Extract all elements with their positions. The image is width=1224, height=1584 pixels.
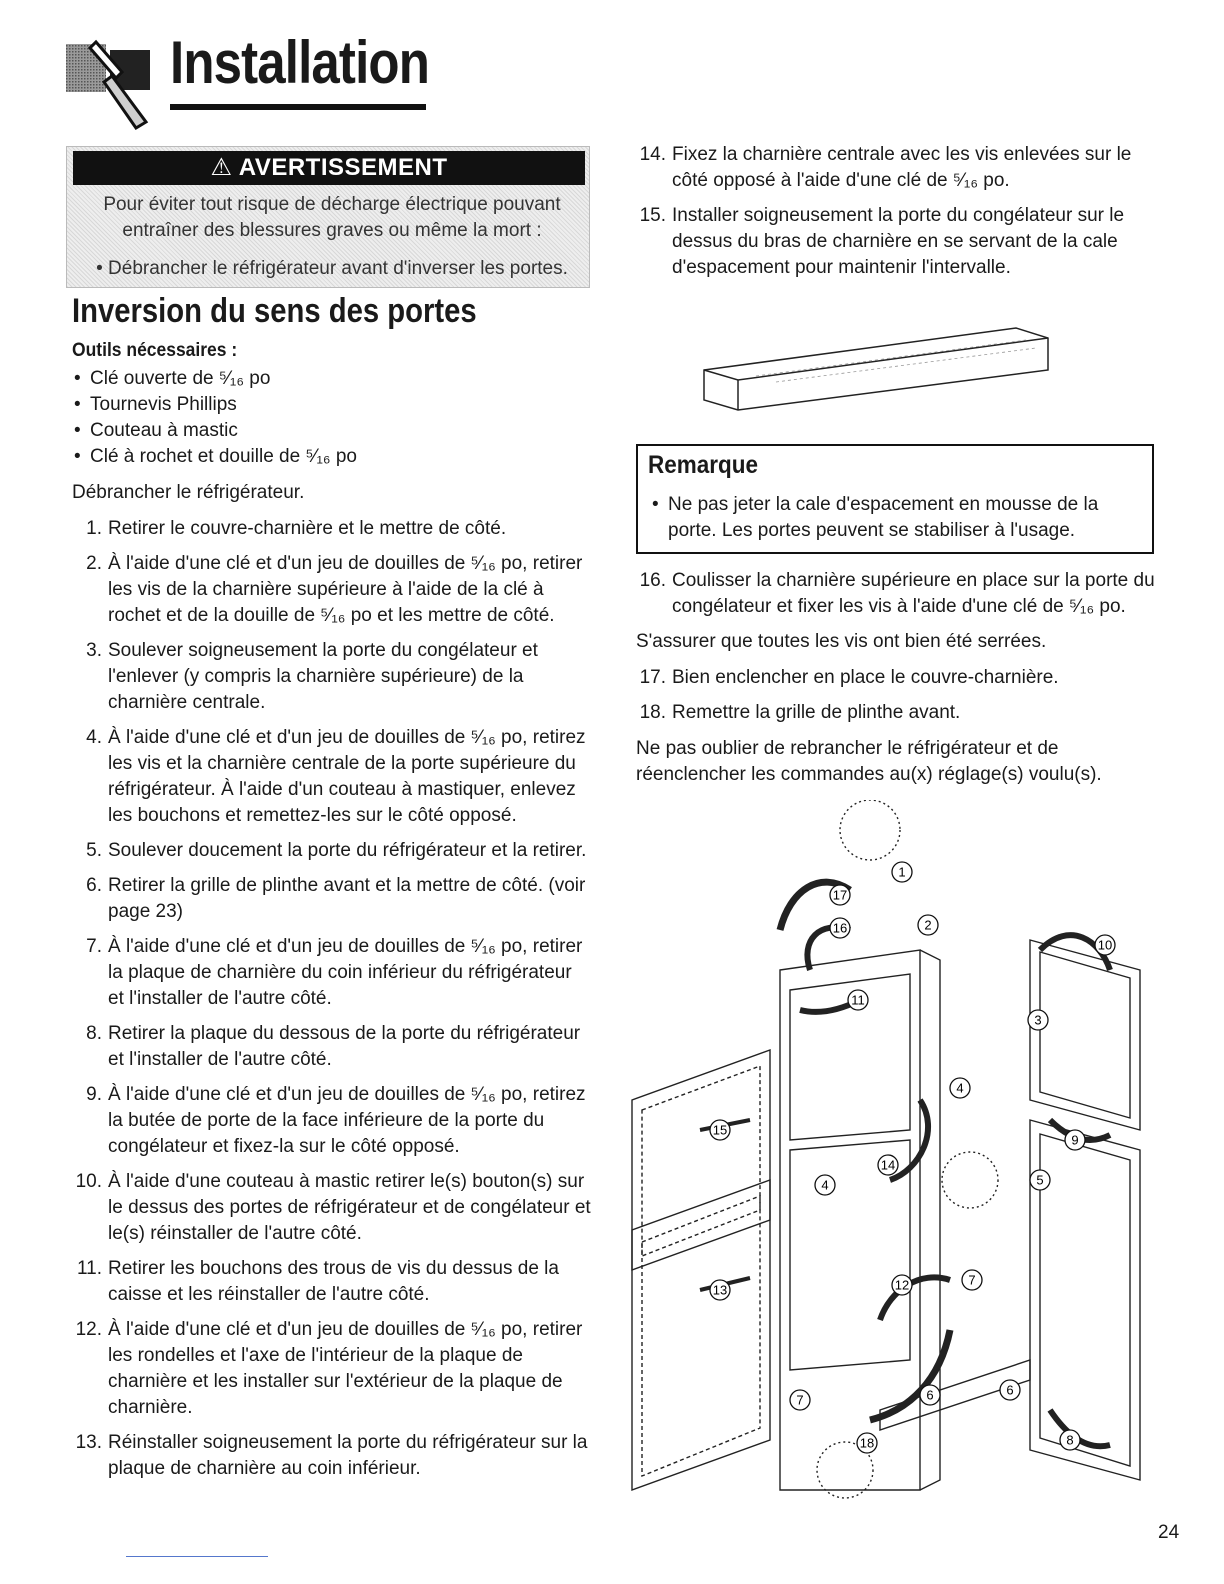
step-item	[72, 1430, 592, 1482]
warning-line: • Débrancher le réfrigérateur avant d'inverser les portes.	[96, 258, 568, 279]
step-number: 5.	[86, 840, 102, 861]
steps-list	[72, 516, 592, 1482]
step-item	[72, 934, 592, 1012]
callout-label: 14	[880, 1157, 896, 1173]
callout-label: 5	[1036, 1172, 1044, 1188]
step-text: Coulisser la charnière supérieure en place sur la porte du congélateur et fixer les vis à l'aide d'une clé de ⁵⁄₁₆ po.	[672, 570, 1155, 617]
tools-list	[72, 366, 592, 470]
step-item	[636, 203, 1166, 281]
step-text: Installer soigneusement la porte du congélateur sur le dessus du bras de charnière en se servant de la cale d'espacement pour maintenir l'intervalle.	[672, 205, 1125, 278]
step-item	[72, 516, 592, 542]
tool-item: • Clé ouverte de ⁵⁄₁₆ po	[72, 366, 592, 392]
callout-label: 11	[851, 992, 865, 1008]
steps-list	[636, 665, 1166, 726]
step-text: À l'aide d'une clé et d'un jeu de douilles de ⁵⁄₁₆ po, retirez les vis et la charnière centrale de la porte supérieure du réfrigérateur. À l'aide d'un couteau à mastiquer, enlevez les bouchons et remettez-les sur le côté opposé.	[108, 727, 586, 826]
note-text: • Ne pas jeter la cale d'espacement en mousse de la porte. Les portes peuvent se stabiliser à l'usage.	[648, 492, 1142, 544]
callout-label: 15	[712, 1122, 728, 1138]
warning-title: AVERTISSEMENT	[238, 154, 448, 181]
step-item	[72, 1021, 592, 1073]
step-text: Retirer la grille de plinthe avant et la mettre de côté. (voir page 23)	[108, 875, 586, 922]
callout-label: 13	[712, 1282, 728, 1298]
step-text: Remettre la grille de plinthe avant.	[672, 702, 961, 723]
step-text: Retirer la plaque du dessous de la porte du réfrigérateur et l'installer de l'autre côté.	[108, 1023, 581, 1070]
step-item	[72, 1317, 592, 1421]
steps-list	[636, 142, 1166, 281]
door-reversal-diagram	[620, 800, 1160, 1500]
step-number: 2.	[86, 553, 102, 574]
step-number: 9.	[86, 1084, 102, 1105]
step-item	[72, 725, 592, 829]
step-item	[636, 142, 1166, 194]
warning-triangle-icon: ⚠	[210, 154, 239, 181]
title-underline	[170, 104, 426, 110]
callout-label: 10	[1097, 937, 1113, 953]
tools-title: Outils nécessaires :	[72, 340, 238, 361]
intro-text: Débrancher le réfrigérateur.	[72, 482, 305, 503]
step-text: Réinstaller soigneusement la porte du réfrigérateur sur la plaque de charnière au coin inférieur.	[108, 1432, 588, 1479]
callout-label: 6	[1006, 1382, 1014, 1398]
callout-label: 9	[1071, 1132, 1079, 1148]
screw-detail	[840, 800, 900, 860]
step-number: 15.	[639, 205, 666, 226]
screw-detail	[942, 1152, 998, 1208]
page-title: Installation	[170, 29, 429, 96]
warning-box	[66, 146, 590, 288]
step-item	[636, 665, 1166, 691]
callout-label: 6	[926, 1387, 934, 1403]
step-text: Bien enclencher en place le couvre-charnière.	[672, 667, 1059, 688]
callout-label: 4	[956, 1080, 964, 1096]
step-number: 13.	[75, 1432, 102, 1453]
wrench-icon	[66, 36, 162, 132]
right-column	[636, 142, 1166, 788]
step-text: À l'aide d'une couteau à mastic retirer le(s) bouton(s) sur le dessus des portes de réfrigérateur et de congélateur et le(s) réinstaller de l'autre côté.	[108, 1171, 591, 1244]
step-text: Soulever doucement la porte du réfrigérateur et la retirer.	[108, 840, 587, 861]
warning-header	[73, 151, 585, 185]
warning-line: Pour éviter tout risque de décharge électrique pouvant	[103, 194, 561, 215]
freezer-door-left	[632, 1050, 770, 1270]
note-title: Remarque	[648, 451, 759, 479]
step-number: 16.	[639, 570, 666, 591]
check-text: S'assurer que toutes les vis ont bien été serrées.	[636, 631, 1047, 652]
step-item	[72, 551, 592, 629]
footer-rule	[126, 1556, 268, 1557]
foam-spacer-illustration	[696, 310, 1056, 420]
step-item	[72, 1082, 592, 1160]
note-box	[636, 444, 1154, 554]
fridge-door-left	[632, 1180, 770, 1490]
callout-label: 17	[832, 887, 848, 903]
callout-label: 1	[898, 864, 906, 880]
step-text: Retirer les bouchons des trous de vis du dessus de la caisse et les réinstaller de l'autre côté.	[108, 1258, 559, 1305]
step-number: 7.	[86, 936, 102, 957]
closing-text: Ne pas oublier de rebrancher le réfrigérateur et de réenclencher les commandes au(x) réglage(s) voulu(s).	[636, 738, 1102, 785]
freezer-door-right	[1030, 937, 1140, 1130]
step-number: 6.	[86, 875, 102, 896]
step-item	[72, 1169, 592, 1247]
step-number: 17.	[639, 667, 666, 688]
tool-item: • Tournevis Phillips	[72, 392, 592, 418]
step-number: 8.	[86, 1023, 102, 1044]
tool-item: • Clé à rochet et douille de ⁵⁄₁₆ po	[72, 444, 592, 470]
callout-label: 18	[859, 1435, 875, 1451]
step-text: À l'aide d'une clé et d'un jeu de douilles de ⁵⁄₁₆ po, retirer les vis de la charnière supérieure à l'aide de la clé à rochet et de la douille de ⁵⁄₁₆ po et les mettre de côté.	[108, 553, 583, 626]
warning-line: entraîner des blessures graves ou même la mort :	[122, 220, 542, 241]
step-item	[636, 700, 1166, 726]
step-text: Retirer le couvre-charnière et le mettre de côté.	[108, 518, 507, 539]
step-text: Soulever soigneusement la porte du congélateur et l'enlever (y compris la charnière supérieure) de la charnière centrale.	[108, 640, 538, 713]
step-number: 10.	[75, 1171, 102, 1192]
step-text: À l'aide d'une clé et d'un jeu de douilles de ⁵⁄₁₆ po, retirez la butée de porte de la face inférieure de la porte du congélateur et fixez-la sur le côté opposé.	[108, 1084, 586, 1157]
step-number: 14.	[639, 144, 666, 165]
callout-label: 8	[1066, 1432, 1074, 1448]
left-column	[72, 366, 592, 1491]
callout-label: 16	[832, 920, 848, 936]
step-number: 3.	[86, 640, 102, 661]
step-text: À l'aide d'une clé et d'un jeu de douilles de ⁵⁄₁₆ po, retirer les rondelles et l'axe de l'intérieur de la plaque de charnière et les installer sur l'extérieur de la plaque de charnière.	[108, 1319, 583, 1418]
step-text: Fixez la charnière centrale avec les vis enlevées sur le côté opposé à l'aide d'une clé de ⁵⁄₁₆ po.	[672, 144, 1132, 191]
callout-label: 12	[894, 1277, 910, 1293]
step-item	[72, 838, 592, 864]
callout-label: 4	[821, 1177, 829, 1193]
steps-list	[636, 568, 1166, 620]
callout-label: 3	[1034, 1012, 1042, 1028]
tool-item: • Couteau à mastic	[72, 418, 592, 444]
callout-label: 2	[924, 917, 932, 933]
section-title: Inversion du sens des portes	[72, 292, 477, 330]
step-item	[72, 1256, 592, 1308]
callout-label: 7	[968, 1272, 976, 1288]
step-item	[636, 568, 1166, 620]
callout-label: 7	[796, 1392, 804, 1408]
step-number: 1.	[86, 518, 102, 539]
step-number: 18.	[639, 702, 666, 723]
step-item	[72, 638, 592, 716]
step-text: À l'aide d'une clé et d'un jeu de douilles de ⁵⁄₁₆ po, retirer la plaque de charnière du coin inférieur du réfrigérateur et l'installer de l'autre côté.	[108, 936, 583, 1009]
step-number: 12.	[75, 1319, 102, 1340]
step-item	[72, 873, 592, 925]
step-number: 11.	[76, 1258, 102, 1279]
step-number: 4.	[86, 727, 102, 748]
page-number: 24	[1158, 1522, 1180, 1543]
